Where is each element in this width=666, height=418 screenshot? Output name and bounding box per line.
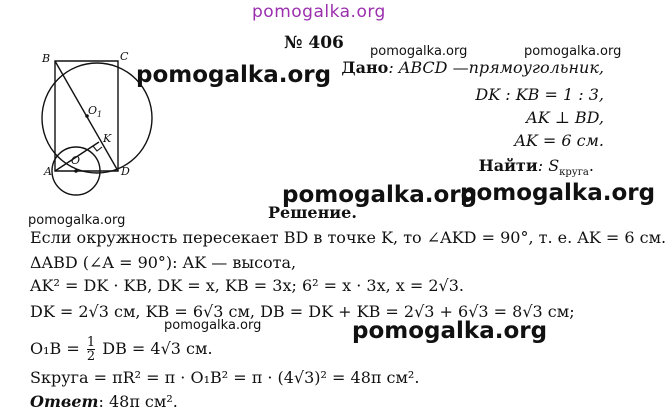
- geometry-figure: [22, 48, 152, 218]
- solution-line-2: ΔABD (∠A = 90°): AK — высота,: [30, 253, 297, 272]
- watermark: pomogalka.org: [136, 62, 332, 88]
- watermark: pomogalka.org: [524, 44, 622, 59]
- given-line-4: AK = 6 см.: [514, 131, 604, 150]
- watermark: pomogalka.org: [28, 213, 126, 228]
- label-o: O: [71, 154, 81, 167]
- label-o1: $O_1$: [88, 104, 103, 119]
- solution-line-1: Если окружность пересекает BD в точке K, то ∠AKD = 90°, т. е. AK = 6 см.: [30, 228, 666, 247]
- label-b: B: [42, 52, 51, 65]
- watermark: pomogalka.org: [282, 182, 478, 208]
- point-o: [74, 169, 78, 173]
- solution-line-5: O₁B = $\frac{1}{2}$ DB = 4√3 см.: [30, 335, 213, 364]
- watermark-top: pomogalka.org: [252, 2, 386, 22]
- label-c: C: [120, 50, 129, 63]
- fraction-one-half: $\frac{1}{2}$: [86, 335, 96, 364]
- right-angle-mark: [93, 146, 102, 151]
- label-d: D: [121, 165, 130, 178]
- given-line-2: DK : KB = 1 : 3,: [475, 85, 604, 104]
- problem-title: № 406: [284, 33, 344, 53]
- solution-line-4: DK = 2√3 см, KB = 6√3 см, DB = DK + KB = 2√3 + 6√3 = 8√3 см;: [30, 302, 575, 321]
- watermark: pomogalka.org: [352, 318, 548, 344]
- watermark: pomogalka.org: [460, 180, 656, 206]
- find-line: Найти: $S_{круга}$.: [478, 156, 594, 179]
- solution-heading: Решение.: [268, 203, 357, 222]
- answer-line: Ответ: 48π см².: [30, 392, 178, 411]
- solution-line-3: AK² = DK · KB, DK = x, KB = 3x; 6² = x · 3x, x = 2√3.: [30, 276, 465, 295]
- watermark: pomogalka.org: [164, 318, 262, 333]
- given-line-3: AK ⊥ BD,: [526, 108, 604, 127]
- watermark: pomogalka.org: [370, 44, 468, 59]
- label-k: K: [103, 132, 112, 145]
- solution-line-6: Sкруга = πR² = π · O₁B² = π · (4√3)² = 48π см².: [30, 368, 420, 387]
- given-line-1: Дано: ABCD —прямоугольник,: [341, 58, 604, 77]
- label-a: A: [44, 165, 52, 178]
